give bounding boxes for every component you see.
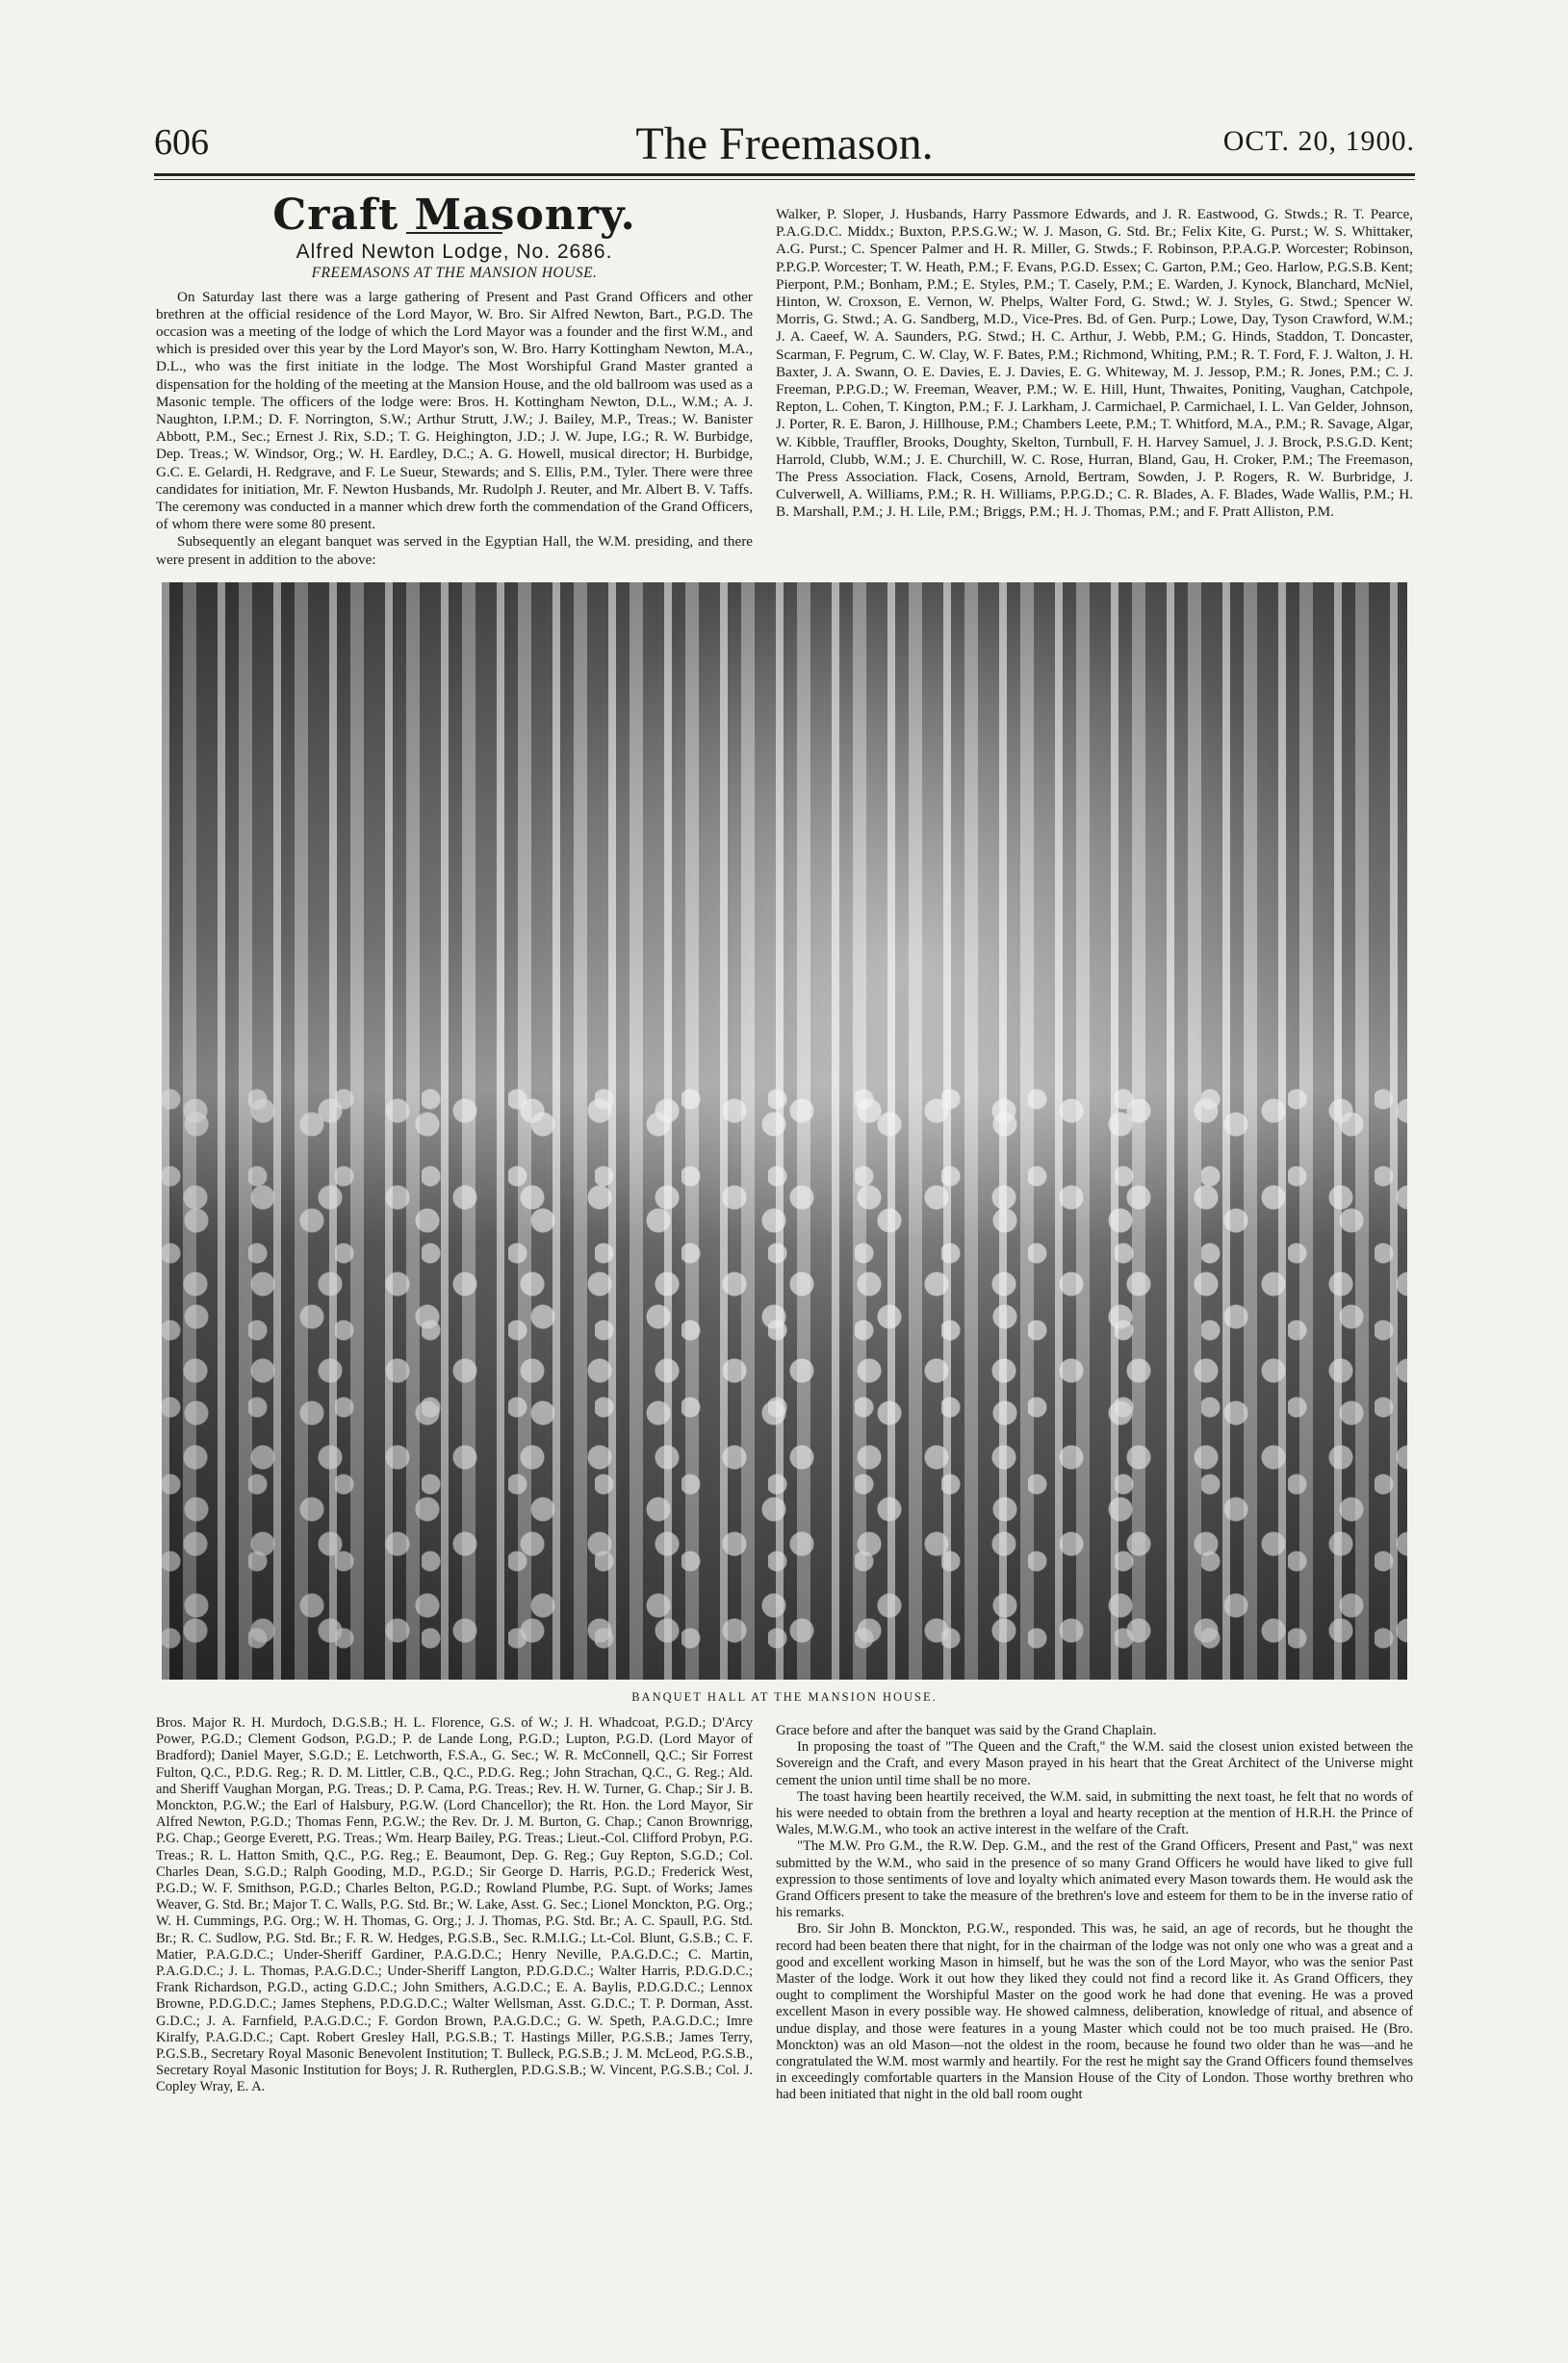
- lodge-heading: Alfred Newton Lodge, No. 2686.: [296, 241, 613, 264]
- article-paragraph: Bro. Sir John B. Monckton, P.G.W., responded. This was, he said, an age of records, but he thought the record had been beaten there that night, for in the chairman of the lodge was not only one who was a great and a good and excellent working Mason in himself, but he was the son of the Lord Mayor, who was the senior Past Master of the lodge. Work it out how they liked they could not find a record like it. As Grand Officers, they ought to compliment the Worshipful Master on the good work he had done that evening. He was a proved excellent Mason in every possible way. He showed calmness, deliberation, knowledge of ritual, and absence of undue display, and those were features in a young Master which could not be too much praised. He (Bro. Monckton) was an old Mason—not the oldest in the room, because he found two older than he was—and he congratulated the W.M. most warmly and heartily. For the rest he might say the Grand Officers found themselves in exceedingly comfortable quarters in the Mansion House of the City of London. Those worthy brethren who had been initiated that night in the old ball room ought: [776, 1921, 1413, 2103]
- left-column-top: [156, 191, 753, 569]
- article-paragraph: Grace before and after the banquet was said by the Grand Chaplain.: [776, 1723, 1157, 1738]
- grand-officers-list: Bros. Major R. H. Murdoch, D.G.S.B.; H. L. Florence, G.S. of W.; J. H. Whadcoat, P.G.D.; D'Arcy Power, P.G.D.; Clement Godson, P.G.D.; P. de Lande Long, P.G.D.; Lupton, P.G.D. (Lord Mayor of Bradford); Daniel Mayer, S.G.D.; E. Letchworth, F.S.A., G. Sec.; W. R. McConnell, Q.C.; Sir Forrest Fulton, Q.C., P.D.G. Reg.; R. D. M. Littler, C.B., Q.C., P.D.G. Reg.; John Strachan, Q.C., G. Reg.; Ald. and Sheriff Vaughan Morgan, P.G. Treas.; D. P. Cama, P.G. Treas.; Rev. H. W. Turner, G. Chap.; Sir J. B. Monckton, P.G.W.; the Earl of Halsbury, P.G.W. (Lord Chancellor); the Rt. Hon. the Lord Mayor, Sir Alfred Newton, P.G.D.; Thomas Fenn, P.G.W.; the Rev. Dr. J. M. Burton, G. Chap.; Canon Brownrigg, P.G. Chap.; George Everett, P.G. Treas.; Wm. Hearp Bailey, P.G. Treas.; Lieut.-Col. Clifford Probyn, P.G. Treas.; R. L. Hatton Smith, Q.C., P.G. Reg.; E. Beaumont, Dep. G. Reg.; Guy Repton, S.G.D.; Col. Charles Dean, S.G.D.; Ralph Gooding, M.D., P.G.D.; Sir George D. Harris, P.G.D.; Frederick West, P.G.D.; W. F. Smithson, P.G.D.; Charles Belton, P.G.D.; Rowland Plumbe, P.G. Supt. of Works; James Weaver, G. Std. Br.; Major T. C. Walls, P.G. Std. Br.; W. Lake, Asst. G. Sec.; Lionel Monckton, P.G. Org.; W. H. Cummings, P.G. Org.; W. H. Thomas, G. Org.; J. J. Thomas, P.G. Std. Br.; A. C. Spaull, P.G. Std. Br.; R. C. Sudlow, P.G. Std. Br.; F. R. W. Hedges, P.G.S.B., Sec. R.M.I.G.; Lt.-Col. Blunt, G.S.B.; C. F. Matier, P.A.G.D.C.; Under-Sheriff Gardiner, P.A.G.D.C.; Henry Neville, P.A.G.D.C.; C. Martin, P.A.G.D.C.; J. L. Thomas, P.A.G.D.C.; Under-Sheriff Langton, P.D.G.D.C.; Walter Harris, P.D.G.D.C.; Frank Richardson, P.G.D., acting G.D.C.; John Smithers, A.G.D.C.; E. A. Baylis, P.D.G.D.C.; Lennox Browne, P.D.G.D.C.; James Stephens, P.D.G.D.C.; Walter Wellsman, Asst. G.D.C.; T. P. Dorman, Asst. G.D.C.; J. A. Farnfield, P.A.G.D.C.; F. Gordon Brown, P.A.G.D.C.; G. W. Speth, P.A.G.D.C.; Imre Kiralfy, P.A.G.D.C.; Capt. Robert Gresley Hall, P.G.S.B.; T. Hastings Miller, P.G.S.B.; James Terry, P.G.S.B., Secretary Royal Masonic Benevolent Institution; T. Bulleck, P.G.S.B.; J. M. McLeod, P.G.S.B., Secretary Royal Masonic Institution for Boys; J. R. Rutherglen, P.D.G.S.B.; W. Vincent, P.G.S.B.; Col. J. Copley Wray, E. A.: [156, 1715, 753, 2095]
- article-paragraph: "The M.W. Pro G.M., the R.W. Dep. G.M., and the rest of the Grand Officers, Present and Past," was next submitted by the W.M., who said in the presence of so many Grand Officers he would have liked to give full expression to those sentiments of love and loyalty which animated every Mason towards them. He would ask the Grand Officers present to take the measure of the brethren's love and esteem for them to be in the inverse ratio of his remarks.: [776, 1838, 1413, 1921]
- masthead: [154, 117, 1415, 167]
- issue-date: OCT. 20, 1900.: [1222, 125, 1415, 157]
- masthead-rule-thin: [154, 179, 1415, 180]
- article-paragraph: The toast having been heartily received, the W.M. said, in submitting the next toast, he felt that no words of his were needed to obtain from the brethren a loyal and hearty reception at the mention of H.R.H. the Prince of Wales, M.W.G.M., who took an active interest in the welfare of the Craft.: [776, 1788, 1413, 1838]
- right-column-top: [776, 206, 1413, 522]
- section-title: Craft Masonry.: [272, 191, 636, 240]
- masthead-rule: [154, 173, 1415, 176]
- banquet-hall-photo: [162, 582, 1407, 1680]
- masthead-title: The Freemason.: [635, 118, 934, 169]
- article-paragraph: Subsequently an elegant banquet was served in the Egyptian Hall, the W.M. presiding, and there were present in addition to the above:: [156, 533, 753, 568]
- article-subtitle: FREEMASONS AT THE MANSION HOUSE.: [311, 265, 598, 282]
- article-paragraph: On Saturday last there was a large gathering of Present and Past Grand Officers and other brethren at the official residence of the Lord Mayor, W. Bro. Sir Alfred Newton, Bart., P.G.D. The occasion was a meeting of the lodge of which the Lord Mayor was a founder and the first W.M., and which is presided over this year by the Lord Mayor's son, W. Bro. Harry Kottingham Newton, M.A., D.L., who was the first initiate in the lodge. The Most Worshipful Grand Master granted a dispensation for the holding of the meeting at the Mansion House, and the old ballroom was used as a Masonic temple. The officers of the lodge were: Bros. H. Kottingham Newton, D.L., W.M.; A. J. Naughton, I.P.M.; D. F. Norrington, S.W.; Arthur Strutt, J.W.; J. Bailey, M.P., Treas.; W. Banister Abbott, P.M., Sec.; Ernest J. Rix, S.D.; T. G. Heighington, J.D.; J. W. Jupe, I.G.; R. W. Burbidge, Dep. Treas.; W. Windsor, Org.; W. H. Eardley, D.C.; A. G. Howell, musical director; H. Burbidge, G.C. E. Gelardi, H. Redgrave, and F. Le Sueur, Stewards; and S. Ellis, P.M., Tyler. There were three candidates for initiation, Mr. F. Newton Husbands, Mr. Rudolph J. Reuter, and Mr. Albert B. V. Taffs. The ceremony was conducted in a manner which drew forth the commendation of the Grand Officers, of whom there were some 80 present.: [156, 288, 753, 533]
- photo-light: [162, 582, 1407, 1680]
- left-column-bottom: [156, 1715, 753, 2096]
- attendee-list: Walker, P. Sloper, J. Husbands, Harry Passmore Edwards, and J. R. Eastwood, G. Stwds.; R. T. Pearce, P.A.G.D.C. Middx.; Buxton, P.P.S.G.W.; W. J. Mason, G. Std. Br.; Felix Kite, G. Purst.; W. S. Whittaker, A.G. Purst.; C. Spencer Palmer and H. R. Miller, G. Stwds.; F. Robinson, P.P.A.G.P. Worcester; Robinson, P.P.G.P. Worcester; T. W. Heath, P.M.; F. Evans, P.G.D. Essex; C. Garton, P.M.; Geo. Harlow, P.G.S.B. Kent; Pierpont, P.M.; Bonham, P.M.; E. Styles, P.M.; T. Casely, P.M.; E. Warden, J. Kynock, Blanchard, McNiel, Hinton, W. Croxson, E. Vernon, W. Phelps, Walter Ford, G. Stwd.; W. J. Styles, G. Stwd.; Spencer W. Morris, G. Stwd.; A. G. Sandberg, M.D., Vice-Pres. Bd. of Gen. Purp.; Lowe, Day, Tyson Crawford, W.M.; J. A. Caeef, W. A. Saunders, P.G. Stwd.; H. C. Arthur, J. Webb, P.M.; G. Hinds, Staddon, T. Doncaster, Scarman, F. Pegrum, C. W. Clay, W. F. Bates, P.M.; Richmond, Whiting, P.M.; R. T. Ford, F. J. Walton, J. H. Baxter, J. A. Swann, O. E. Davies, E. J. Davies, E. G. Whiteway, M. J. Jessop, P.M.; R. Jones, P.M.; C. J. Freeman, P.P.G.D.; W. Freeman, Weaver, P.M.; W. E. Hill, Hunt, Thwaites, Poniting, Vaughan, Catchpole, Repton, L. Cohen, T. Kington, P.M.; F. J. Larkham, J. Carmichael, P. Carmichael, I. L. Van Gelder, Johnson, J. Porter, R. E. Baron, J. Hillhouse, P.M.; Chambers Leete, P.M.; T. Whitford, M.A., P.M.; R. Savage, Algar, W. Kibble, Trauffler, Brooks, Doughty, Skelton, Turnbull, F. H. Harvey Samuel, J. J. Brock, P.S.G.D. Kent; Harrold, Clubb, W.M.; J. E. Churchill, W. C. Rose, Hurran, Bland, Gau, H. Croker, P.M.; The Freemason, The Press Association. Flack, Cosens, Arnold, Bertram, Sowden, J. P. Rogers, R. W. Burbridge, J. Culverwell, A. Williams, P.M.; R. H. Williams, P.P.G.D.; C. R. Blades, A. F. Blades, Wade Wallis, P.M.; H. B. Marshall, P.M.; J. H. Lile, P.M.; Briggs, P.M.; H. J. Thomas, P.M.; and F. Pratt Alliston, P.M.: [776, 206, 1413, 521]
- right-column-bottom: [776, 1723, 1413, 2104]
- article-paragraph: In proposing the toast of "The Queen and the Craft," the W.M. said the closest union existed between the Sovereign and the Craft, and every Mason prayed in his heart that the Great Architect of the Universe might cement the union until time shall be no more.: [776, 1739, 1413, 1788]
- photo-caption: BANQUET HALL AT THE MANSION HOUSE.: [631, 1690, 938, 1704]
- page-number: 606: [154, 122, 209, 163]
